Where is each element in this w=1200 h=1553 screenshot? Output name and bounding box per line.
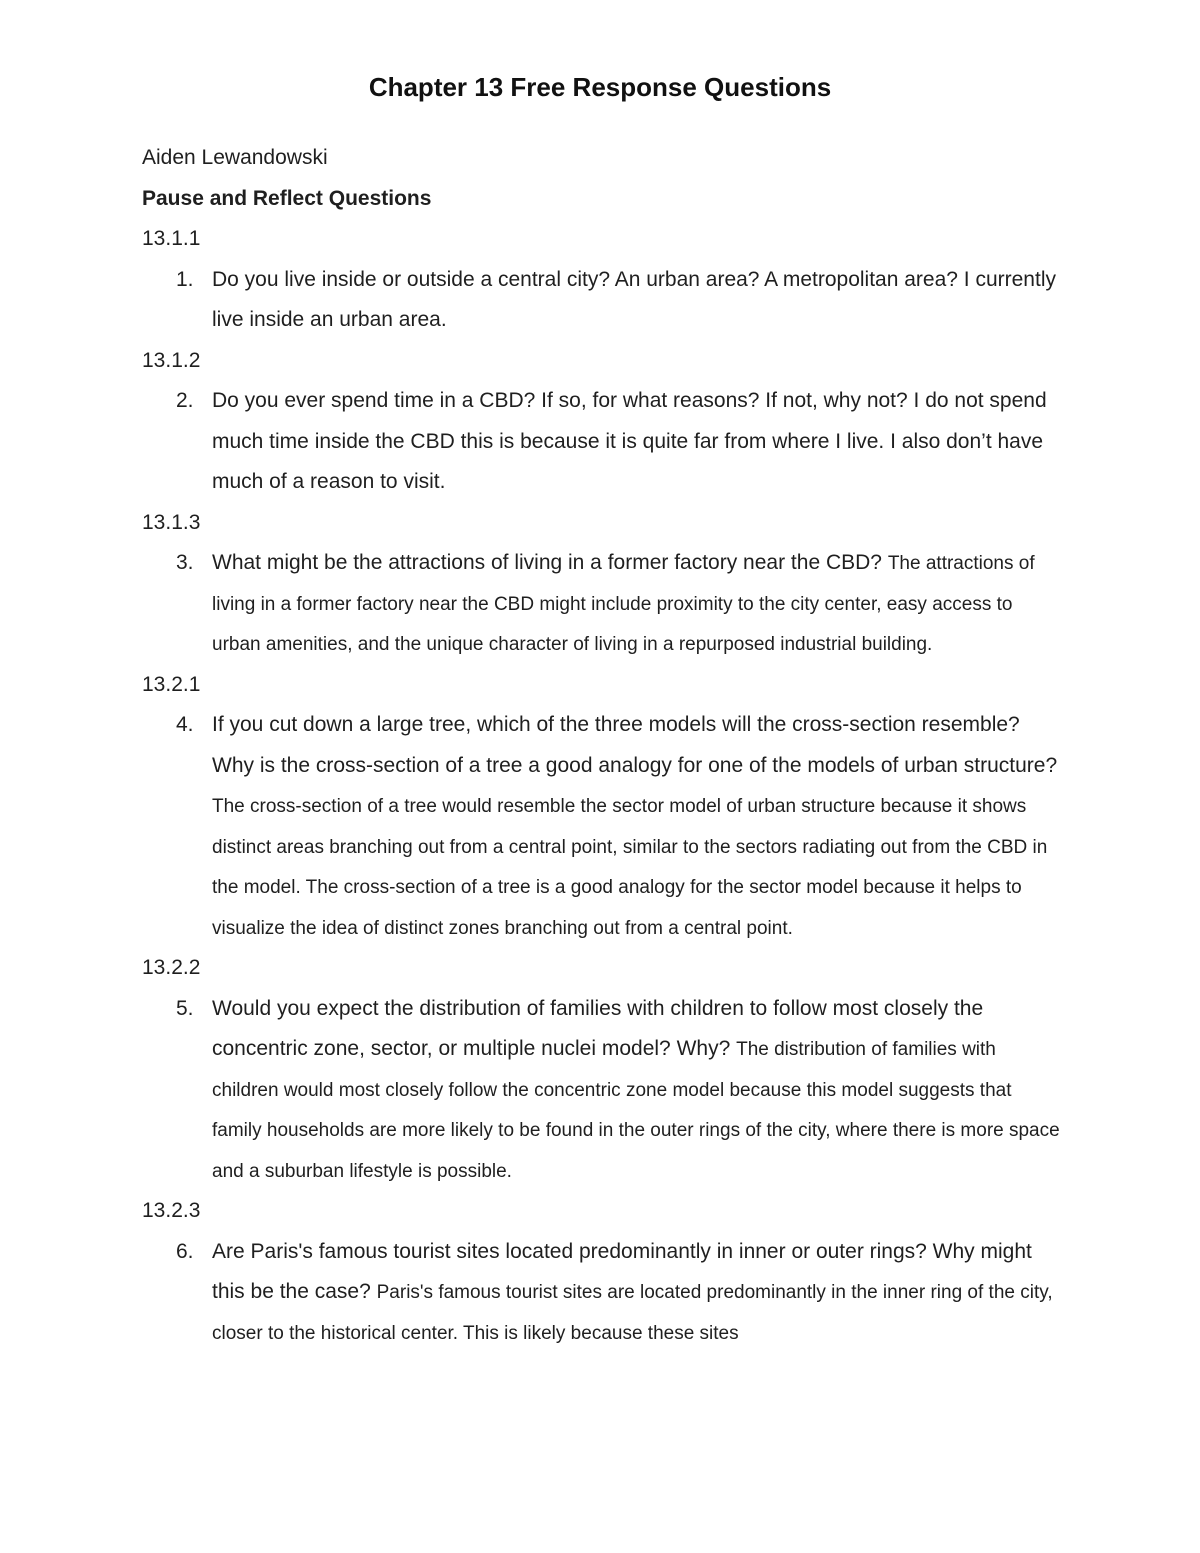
question-number: 6. — [176, 1239, 194, 1263]
document-title: Chapter 13 Free Response Questions — [368, 72, 832, 102]
question-number: 5. — [176, 996, 194, 1020]
question-number: 4. — [176, 713, 194, 736]
section-number: 13.1.2 — [142, 348, 201, 372]
question-number: 3. — [176, 551, 194, 574]
question-item — [142, 1232, 1062, 1354]
question-text: What might be the attractions of living in a former factory near the CBD? — [212, 551, 882, 574]
section-number: 13.1.3 — [142, 510, 201, 534]
answer-text: I currently live inside an urban area. — [212, 267, 1056, 331]
answer-text: The attractions of living in a former factory near the CBD might include proximity to the city center, easy access to urban amenities, and the unique character of living in a repurposed industrial building. — [212, 553, 1035, 655]
question-text: If you cut down a large tree, which of the three models will the cross-section resemble? Why is the cross-section of a tree a good analogy for one of the models of urban structure? — [212, 713, 1058, 777]
question-number: 1. — [176, 267, 194, 291]
section-number: 13.2.2 — [142, 956, 201, 979]
answer-text: Paris's famous tourist sites are located predominantly in the inner ring of the city, closer to the historical center. This is likely because these sites — [212, 1282, 1053, 1344]
question-text: Do you ever spend time in a CBD? If so, for what reasons? If not, why not? — [212, 389, 908, 412]
section-number: 13.2.1 — [142, 672, 201, 696]
author-name: Aiden Lewandowski — [142, 146, 328, 169]
question-item — [142, 705, 1062, 948]
question-text: Are Paris's famous tourist sites located predominantly in inner or outer rings? Why might this be the case? — [212, 1239, 1032, 1303]
question-text: Do you live inside or outside a central city? An urban area? A metropolitan area? — [212, 267, 958, 291]
question-item — [142, 543, 1062, 665]
answer-text: The cross-section of a tree would resemble the sector model of urban structure because it shows distinct areas branching out from a central point, similar to the sectors radiating out from the CBD in the model. The cross-section of a tree is a good analogy for the sector model because it helps to visualize the idea of distinct zones branching out from a central point. — [212, 796, 1048, 939]
question-item — [142, 260, 1062, 341]
section-heading: Pause and Reflect Questions — [142, 186, 432, 210]
question-item — [142, 989, 1062, 1192]
section-number: 13.2.3 — [142, 1199, 201, 1222]
section-number: 13.1.1 — [142, 227, 201, 250]
question-text: Would you expect the distribution of families with children to follow most closely the concentric zone, sector, or multiple nuclei model? Why? — [212, 996, 984, 1060]
answer-text: The distribution of families with children would most closely follow the concentric zone model because this model suggests that family households are more likely to be found in the outer rings of the city, where there is more space and a suburban lifestyle is possible. — [212, 1039, 1060, 1182]
answer-text: I do not spend much time inside the CBD this is because it is quite far from where I live. I also don’t have much of a reason to visit. — [212, 389, 1047, 493]
question-item — [142, 381, 1062, 503]
document-body — [142, 138, 1062, 1353]
question-number: 2. — [176, 389, 194, 412]
